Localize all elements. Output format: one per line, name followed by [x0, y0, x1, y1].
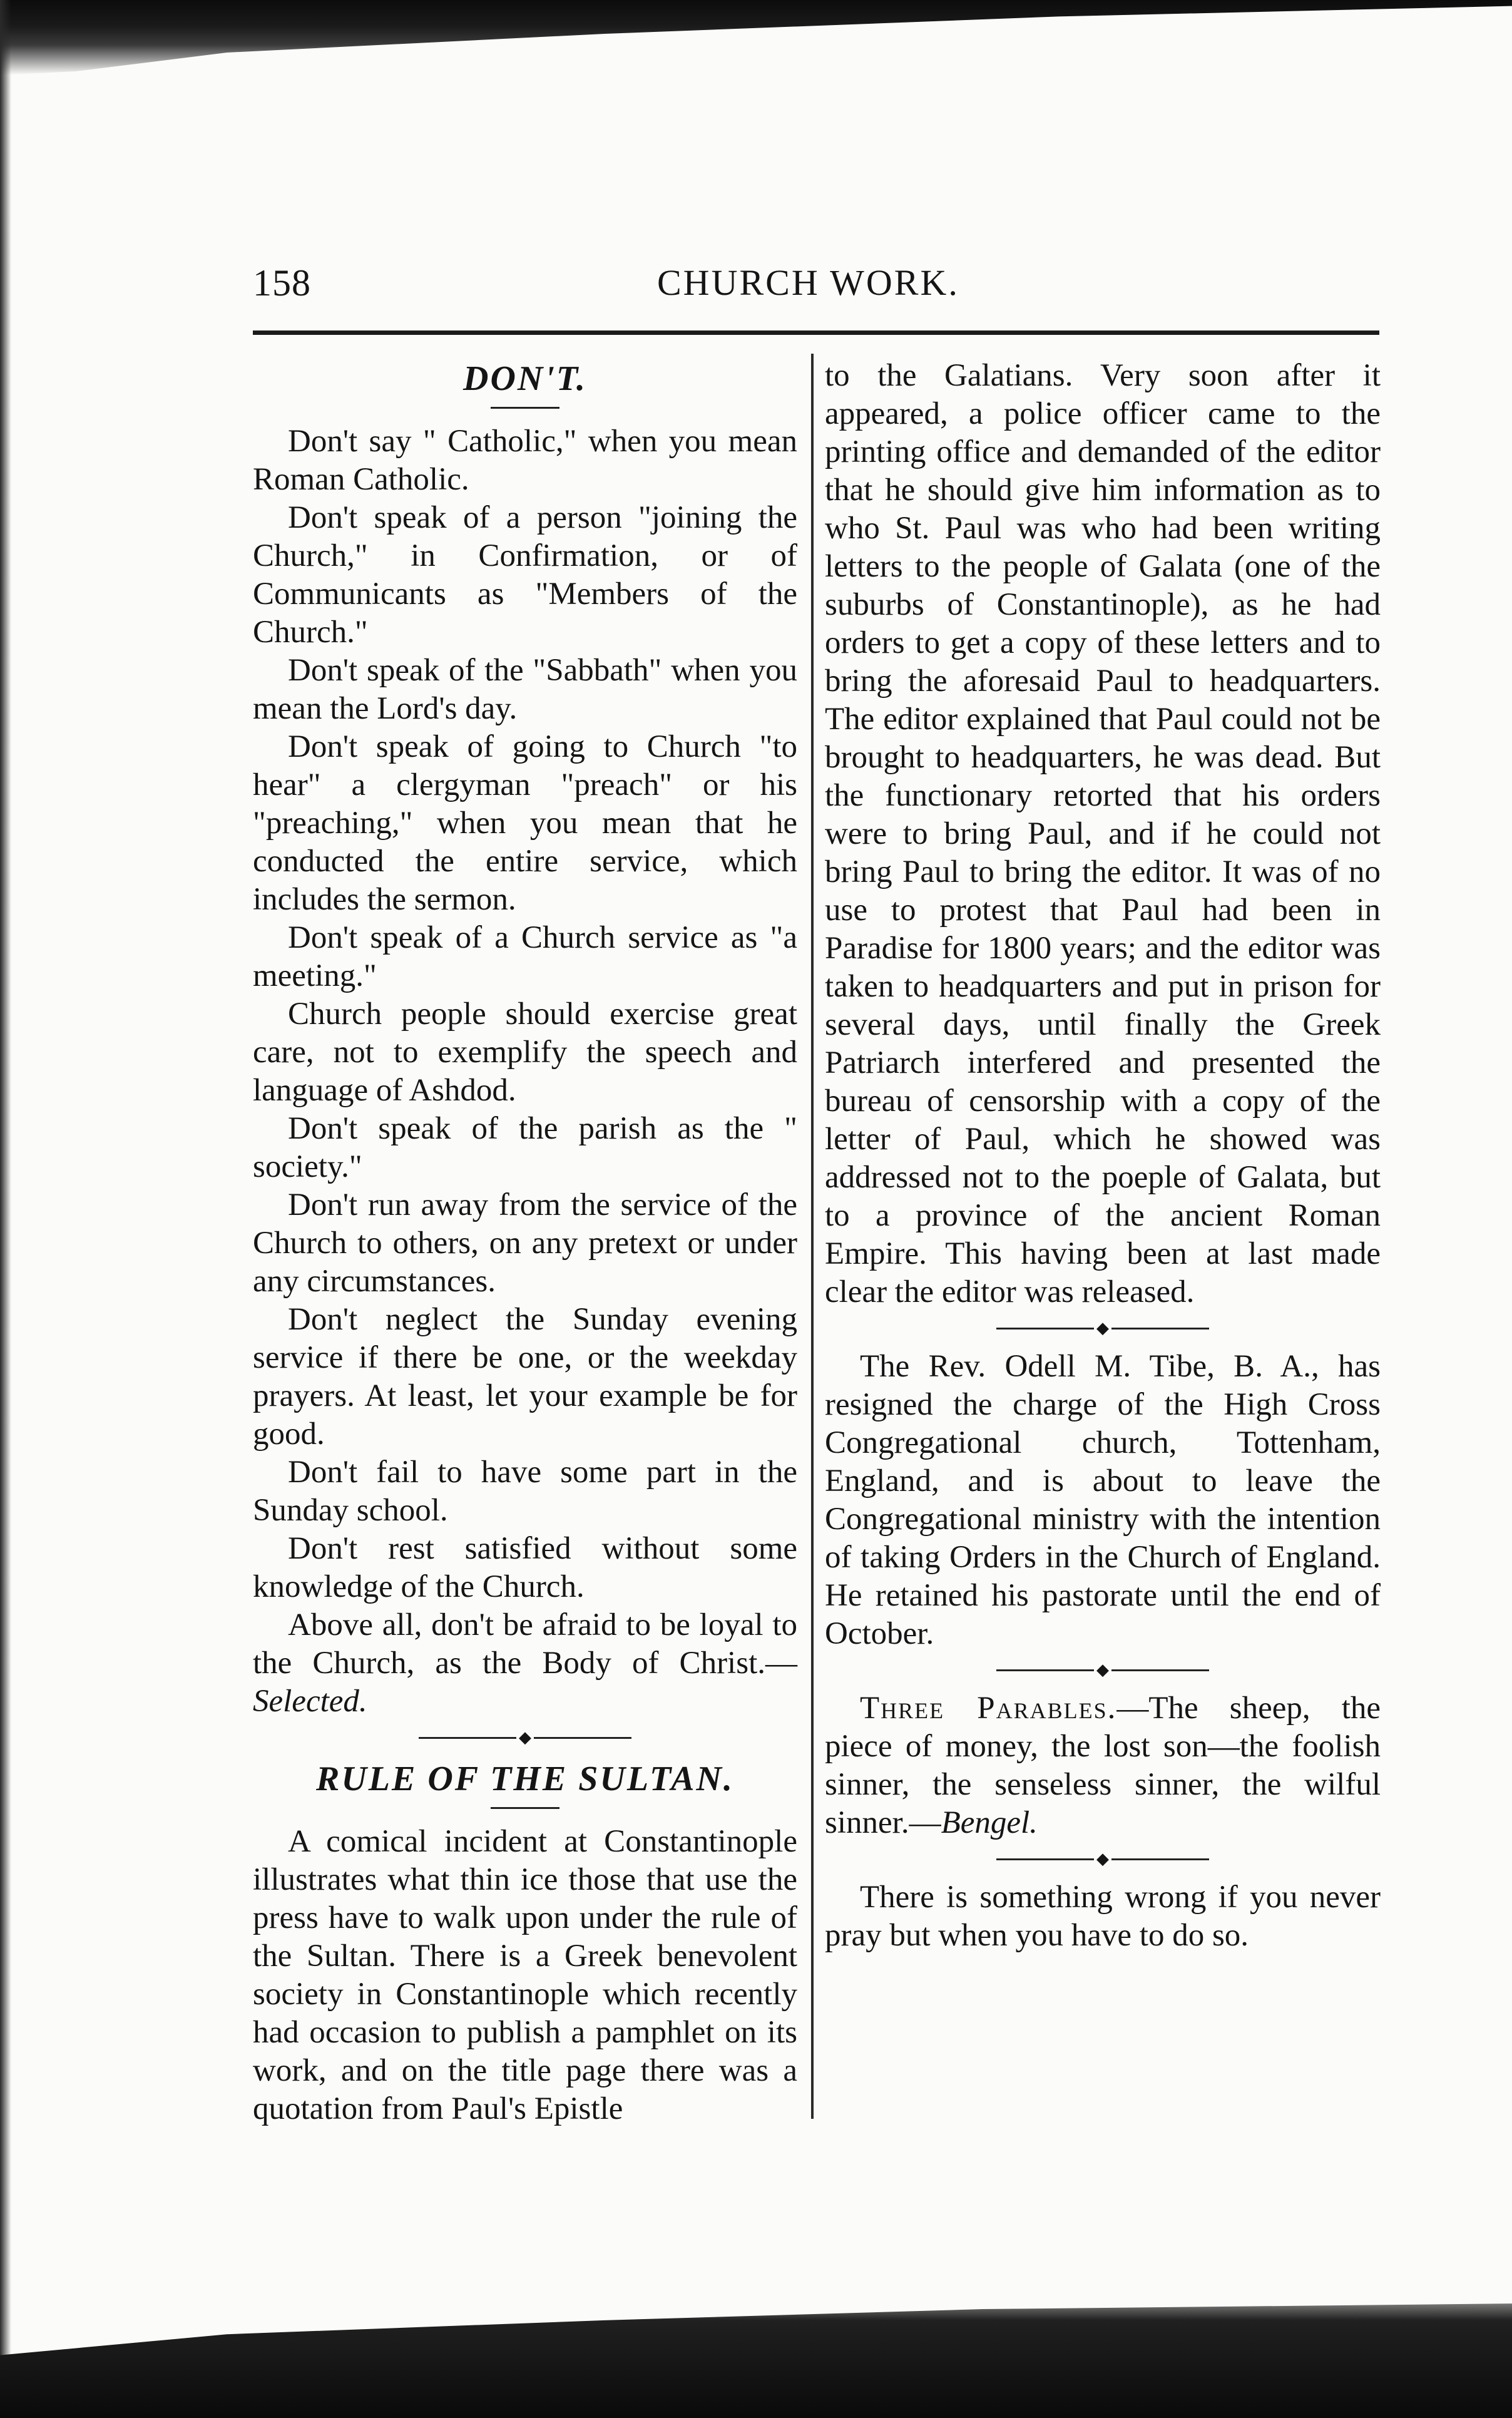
tibe-paragraph: The Rev. Odell M. Tibe, B. A., has resigned the charge of the High Cross Congregational church, Tottenham, England, and is about to leave the Congregational ministry with the intention of taking Orders in the Church of England. He retained his pastorate until the end of October.	[825, 1349, 1381, 1651]
dont-paragraph: Don't run away from the service of the Church to others, on any pretext or under any circumstances.	[253, 1187, 797, 1299]
scan-edge-bottom	[0, 2278, 1512, 2418]
dont-paragraph: Don't speak of the "Sabbath" when you mean the Lord's day.	[253, 653, 797, 726]
scan-edge-top	[0, 0, 1512, 75]
section-ornament: ◆	[996, 1320, 1209, 1336]
dont-paragraph: Don't neglect the Sunday evening service if there be one, or the weekday prayers. At least, let your example be for good.	[253, 1302, 797, 1452]
section-ornament: ◆	[419, 1729, 631, 1746]
sultan-paragraph: A comical incident at Constantinople illustrates what thin ice those that use the press have to walk upon under the rule of the Sultan. There is a Greek benevolent society in Constantinople which recently had occasion to publish a pamphlet on its work, and on the title page there was a quotation from Paul's Epistle	[253, 1824, 797, 2126]
header-rule	[253, 330, 1379, 335]
section-ornament: ◆	[996, 1851, 1209, 1867]
sultan-heading: RULE OF THE SULTAN.	[316, 1760, 734, 1798]
section-ornament: ◆	[996, 1662, 1209, 1678]
dont-rule	[491, 407, 559, 409]
column-divider	[811, 354, 814, 2119]
dont-paragraph: Church people should exercise great care, not to exemplify the speech and language of Ashdod.	[253, 996, 797, 1108]
journal-title: CHURCH WORK.	[657, 262, 959, 303]
dont-heading: DON'T.	[463, 359, 587, 398]
left-column	[253, 357, 797, 2128]
dont-paragraph: Don't fail to have some part in the Sunday school.	[253, 1455, 797, 1528]
dont-paragraph: Don't speak of going to Church "to hear" a clergyman "preach" or his "preaching," when you mean that he conducted the entire service, which includes the sermon.	[253, 729, 797, 917]
dont-paragraph: Don't speak of the parish as the " society."	[253, 1111, 797, 1184]
sultan-continuation: to the Galatians. Very soon after it appeared, a police officer came to the printing office and demanded of the editor that he should give him information as to who St. Paul was who had been writing letters to the people of Galata (one of the suburbs of Constantinople), as he had orders to get a copy of these letters and to bring the aforesaid Paul to headquarters. The editor explained that Paul could not be brought to headquarters, he was dead. But the functionary retorted that his orders were to bring Paul, and if he could not bring Paul to bring the editor. It was of no use to protest that Paul had been in Paradise for 1800 years; and the editor was taken to headquarters and put in prison for several days, until finally the Greek Patriarch interfered and presented the bureau of censorship with a copy of the letter of Paul, which he showed was addressed not to the poeple of Galata, but to a province of the ancient Roman Empire. This having been at last made clear the editor was released.	[825, 358, 1381, 1309]
right-column	[825, 357, 1381, 1955]
dont-source: Selected.	[253, 1684, 367, 1719]
parables-lead: Three Parables.	[860, 1691, 1117, 1726]
sultan-rule	[491, 1807, 559, 1809]
dont-final-paragraph	[253, 1606, 797, 1721]
dont-paragraph: Don't speak of a Church service as "a meeting."	[253, 920, 797, 993]
prayer-paragraph: There is something wrong if you never pray but when you have to do so.	[825, 1880, 1381, 1953]
dont-paragraph: Don't rest satisfied without some knowledge of the Church.	[253, 1531, 797, 1604]
scan-edge-left	[0, 0, 11, 2418]
dont-paragraph: Don't say " Catholic," when you mean Roman Catholic.	[253, 424, 797, 497]
running-head	[0, 262, 1512, 312]
page-number: 158	[253, 262, 311, 304]
parables-source: Bengel.	[941, 1805, 1038, 1840]
parables-text: —The sheep, the piece of money, the lost son—the foolish sinner, the senseless sinner, the wilful sinner.—	[825, 1691, 1381, 1840]
dont-paragraph: Don't speak of a person "joining the Church," in Confirmation, or of Communicants as "Members of the Church."	[253, 500, 797, 650]
parables-paragraph	[825, 1689, 1381, 1842]
dont-final-text: Above all, don't be afraid to be loyal to the Church, as the Body of Christ.—	[253, 1607, 797, 1681]
